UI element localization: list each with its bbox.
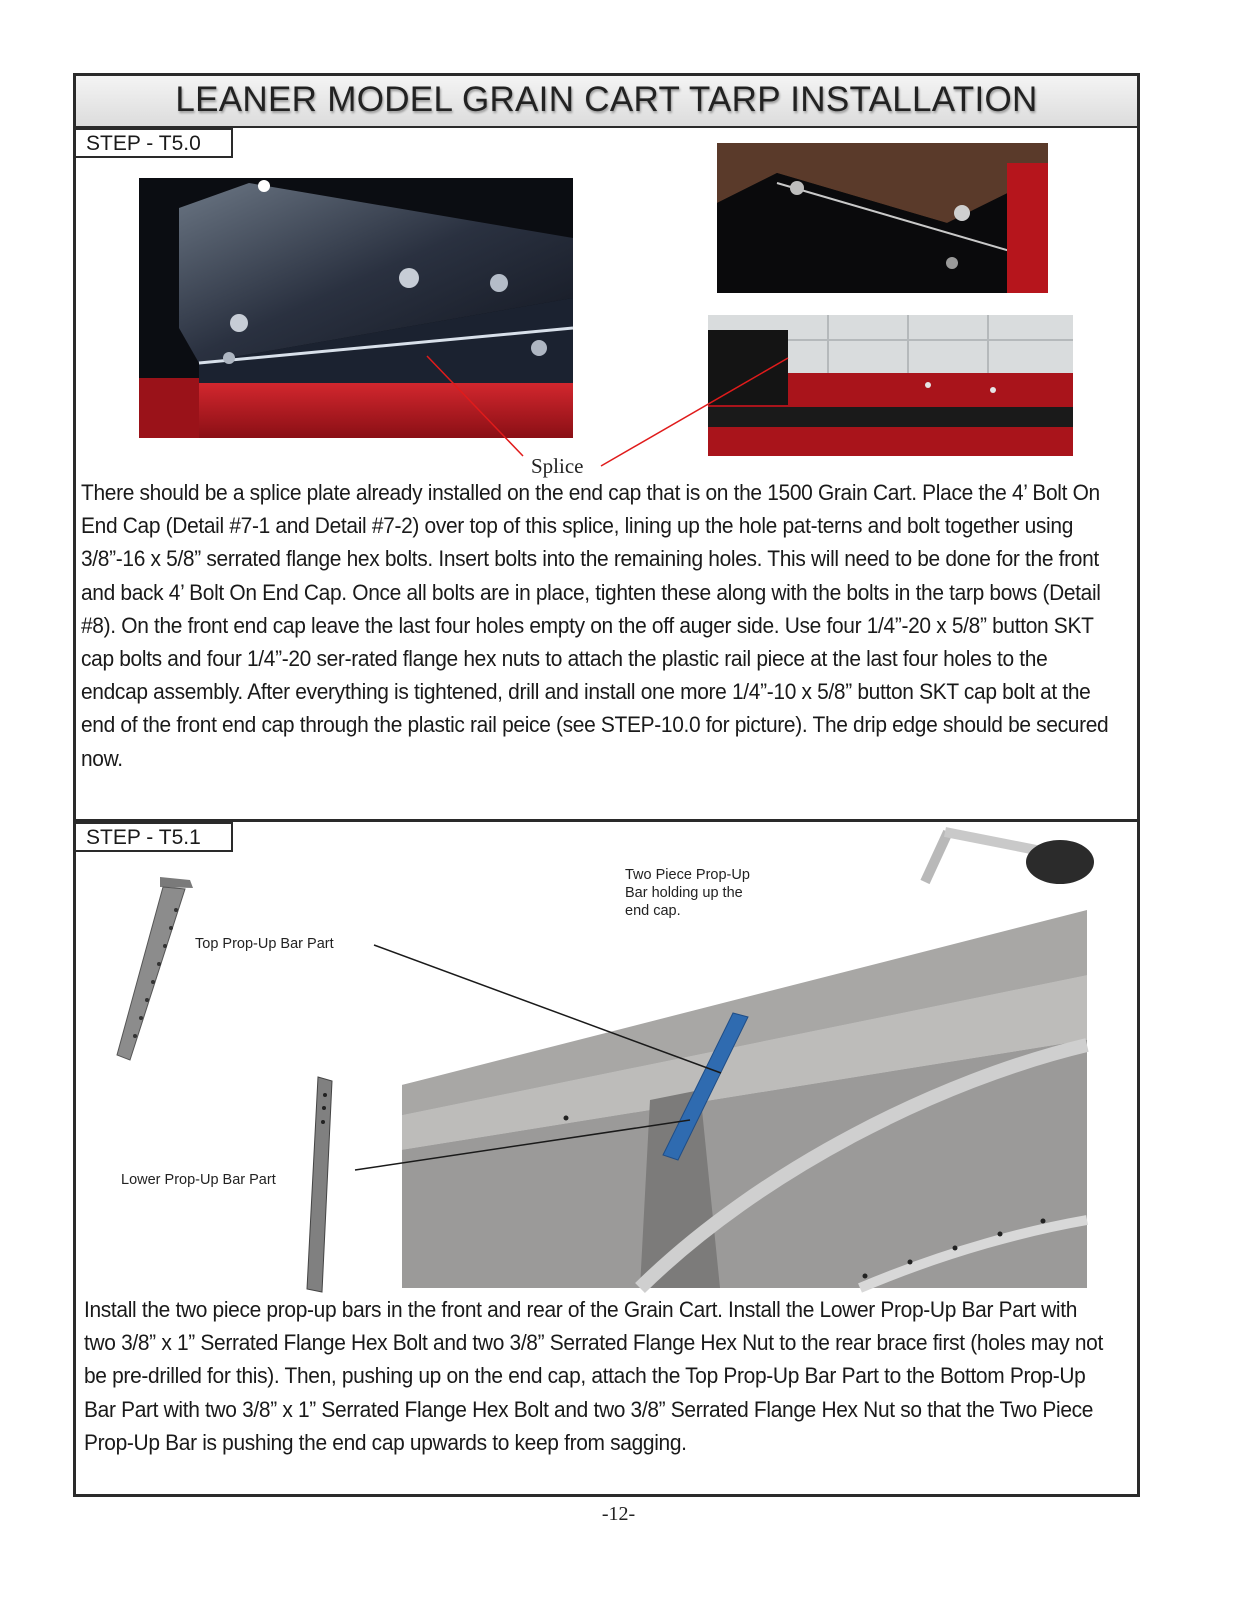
top-prop-up-bar-part bbox=[117, 877, 193, 1060]
step-t5-1-instructions: Install the two piece prop-up bars in the front and rear of the Grain Cart. Install the Lower Prop-Up Bar Part with two 3/8” x 1” Serrated Flange Hex Bolt and two 3/8” Serrated Flange Hex Nut to the rear brace first (holes may not be pre-drilled for this). Then, pushing up on the end cap, attach the Top Prop-Up Bar Part to the Bottom Prop-Up Bar Part with two 3/8” x 1” Serrated Flange Hex Bolt and two 3/8” Serrated Flange Hex Nut so that the Two Piece Prop-Up Bar is pushing the end cap upwards to keep from sagging. bbox=[84, 1297, 1103, 1455]
lower-part-callout: Lower Prop-Up Bar Part bbox=[121, 1172, 276, 1188]
top-part-callout: Top Prop-Up Bar Part bbox=[195, 936, 334, 952]
page-number: -12- bbox=[601, 1503, 636, 1525]
splice-callout: Splice bbox=[531, 454, 584, 478]
splice-leader-left bbox=[427, 356, 523, 456]
lower-prop-up-bar-part bbox=[307, 1077, 332, 1292]
splice-leader-right bbox=[601, 358, 788, 466]
step-t5-0-instructions: There should be a splice plate already installed on the end cap that is on the 1500 Grain Cart. Place the 4’ Bolt On End Cap (Detail #7-1 and Detail #7-2) over top of this splice, lining up the hole pat-terns and bolt together using 3/8”-16 x 5/8” serrated flange hex bolts. Insert bolts into the remaining holes. This will need to be done for the front and back 4’ Bolt On End Cap. Once all bolts are in place, tighten these along with the bolts in the tarp bows (Detail #8). On the front end cap leave the last four holes empty on the off auger side. Use four 1/4”-20 x 5/8” button SKT cap bolts and four 1/4”-20 ser-rated flange hex nuts to attach the plastic rail piece at the last four holes to the endcap assembly. After everything is tightened, drill and install one more 1/4”-10 x 5/8” button SKT cap bolt at the end of the front end cap through the plastic rail peice (see STEP-10.0 for picture). The drip edge should be secured now. bbox=[81, 480, 1109, 771]
step-label-t5-1: STEP - T5.1 bbox=[76, 822, 233, 852]
page-title: LEANER MODEL GRAIN CART TARP INSTALLATION bbox=[175, 80, 1038, 119]
step-label-t5-0: STEP - T5.0 bbox=[76, 128, 233, 158]
two-piece-callout: Two Piece Prop-Up Bar holding up the end cap. bbox=[625, 867, 750, 919]
